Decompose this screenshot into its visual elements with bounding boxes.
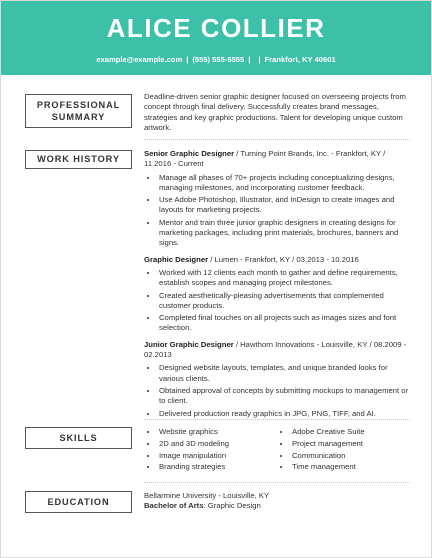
job-header bbox=[144, 149, 410, 170]
job-bullet: • Obtained approval of concepts by submitting mockups to management or to client. bbox=[158, 386, 410, 407]
education-degree bbox=[144, 501, 410, 511]
job-bullets bbox=[144, 173, 410, 249]
job-entry bbox=[144, 340, 410, 419]
job-bullet: • Manage all phases of 70+ projects including conceptualizing designs, managing milestones, and incorporating customer feedback. bbox=[158, 173, 410, 194]
job-bullet: • Designed website layouts, templates, and unique branded looks for various clients. bbox=[158, 363, 410, 384]
section-heading-education: EDUCATION bbox=[25, 491, 132, 513]
skill-item: • 2D and 3D modeling bbox=[158, 439, 277, 449]
job-details: / Hawthorn Innovations - Louisville, KY / 08.2009 - 02.2013 bbox=[144, 339, 407, 360]
education-content bbox=[144, 491, 410, 512]
section-heading-work-history: WORK HISTORY bbox=[25, 150, 132, 169]
skills-column-right bbox=[277, 427, 410, 474]
skill-item: • Website graphics bbox=[158, 427, 277, 437]
degree-label: Bachelor of Arts bbox=[144, 501, 204, 511]
summary-heading-line1: PROFESSIONAL bbox=[36, 99, 121, 110]
contact-separator: | bbox=[186, 55, 189, 64]
skill-item: • Time management bbox=[291, 462, 410, 472]
job-details: / Turning Point Brands, Inc. - Frankfort, KY / 11.2016 - Current bbox=[144, 149, 386, 169]
section-heading-skills: SKILLS bbox=[25, 427, 132, 449]
summary-heading-line2: SUMMARY bbox=[51, 112, 106, 122]
candidate-name: ALICE COLLIER bbox=[106, 13, 326, 43]
contact-location: Frankfort, KY 40601 bbox=[264, 55, 336, 64]
section-divider bbox=[144, 482, 410, 483]
job-bullets bbox=[144, 363, 410, 418]
job-bullet: • Delivered production ready graphics in JPG, PNG, TIFF, and AI. bbox=[158, 409, 410, 419]
degree-field: : Graphic Design bbox=[203, 501, 261, 511]
skill-item: • Project management bbox=[291, 439, 410, 449]
section-heading-summary bbox=[25, 94, 132, 128]
skill-item: • Communication bbox=[291, 451, 410, 461]
job-header bbox=[144, 340, 410, 361]
job-bullet: • Completed final touches on all projects such as images sizes and font selection. bbox=[158, 313, 410, 334]
resume-header bbox=[1, 1, 431, 75]
summary-text: Deadline-driven senior graphic designer focused on overseeing projects from concept through final delivery. Successfully creates brand messages, strategies and key graphic productions. Talent for developing unique custom artwork. bbox=[144, 92, 406, 132]
contact-phone: (555) 555-5555 bbox=[192, 55, 245, 64]
job-title: Junior Graphic Designer bbox=[144, 339, 234, 349]
skill-item: • Branding strategies bbox=[158, 462, 277, 472]
job-bullet: • Mentor and train three junior graphic designers in creating designs for marketing packages, including print materials, brochures, banners and signs. bbox=[158, 218, 410, 249]
contact-line bbox=[1, 55, 431, 64]
skill-item: • Adobe Creative Suite bbox=[291, 427, 410, 437]
job-title: Senior Graphic Designer bbox=[144, 149, 235, 158]
job-header bbox=[144, 255, 410, 265]
section-divider bbox=[144, 139, 410, 140]
job-entry bbox=[144, 149, 410, 249]
job-bullets bbox=[144, 268, 410, 334]
job-bullet: • Created aesthetically-pleasing advertisements that complemented customer products. bbox=[158, 291, 410, 312]
job-bullet: • Use Adobe Photoshop, Illustrator, and InDesign to create images and layouts for marketing projects. bbox=[158, 195, 410, 216]
skills-column-left bbox=[144, 427, 277, 474]
job-bullet: • Worked with 12 clients each month to gather and define requirements, establish scopes and managing project milestones. bbox=[158, 268, 410, 289]
section-divider bbox=[144, 419, 410, 420]
job-title: Graphic Designer bbox=[144, 254, 209, 264]
skills-list bbox=[144, 427, 410, 474]
skill-item: • Image manipulation bbox=[158, 451, 277, 461]
job-entry bbox=[144, 255, 410, 334]
work-history-content bbox=[144, 149, 410, 421]
contact-separator: | bbox=[248, 55, 251, 64]
education-school: Bellarmine University - Louisville, KY bbox=[144, 491, 270, 500]
contact-separator: | bbox=[258, 55, 261, 64]
contact-email: example@example.com bbox=[96, 55, 183, 64]
job-details: / Lumen - Frankfort, KY / 03.2013 - 10.2016 bbox=[208, 254, 359, 264]
